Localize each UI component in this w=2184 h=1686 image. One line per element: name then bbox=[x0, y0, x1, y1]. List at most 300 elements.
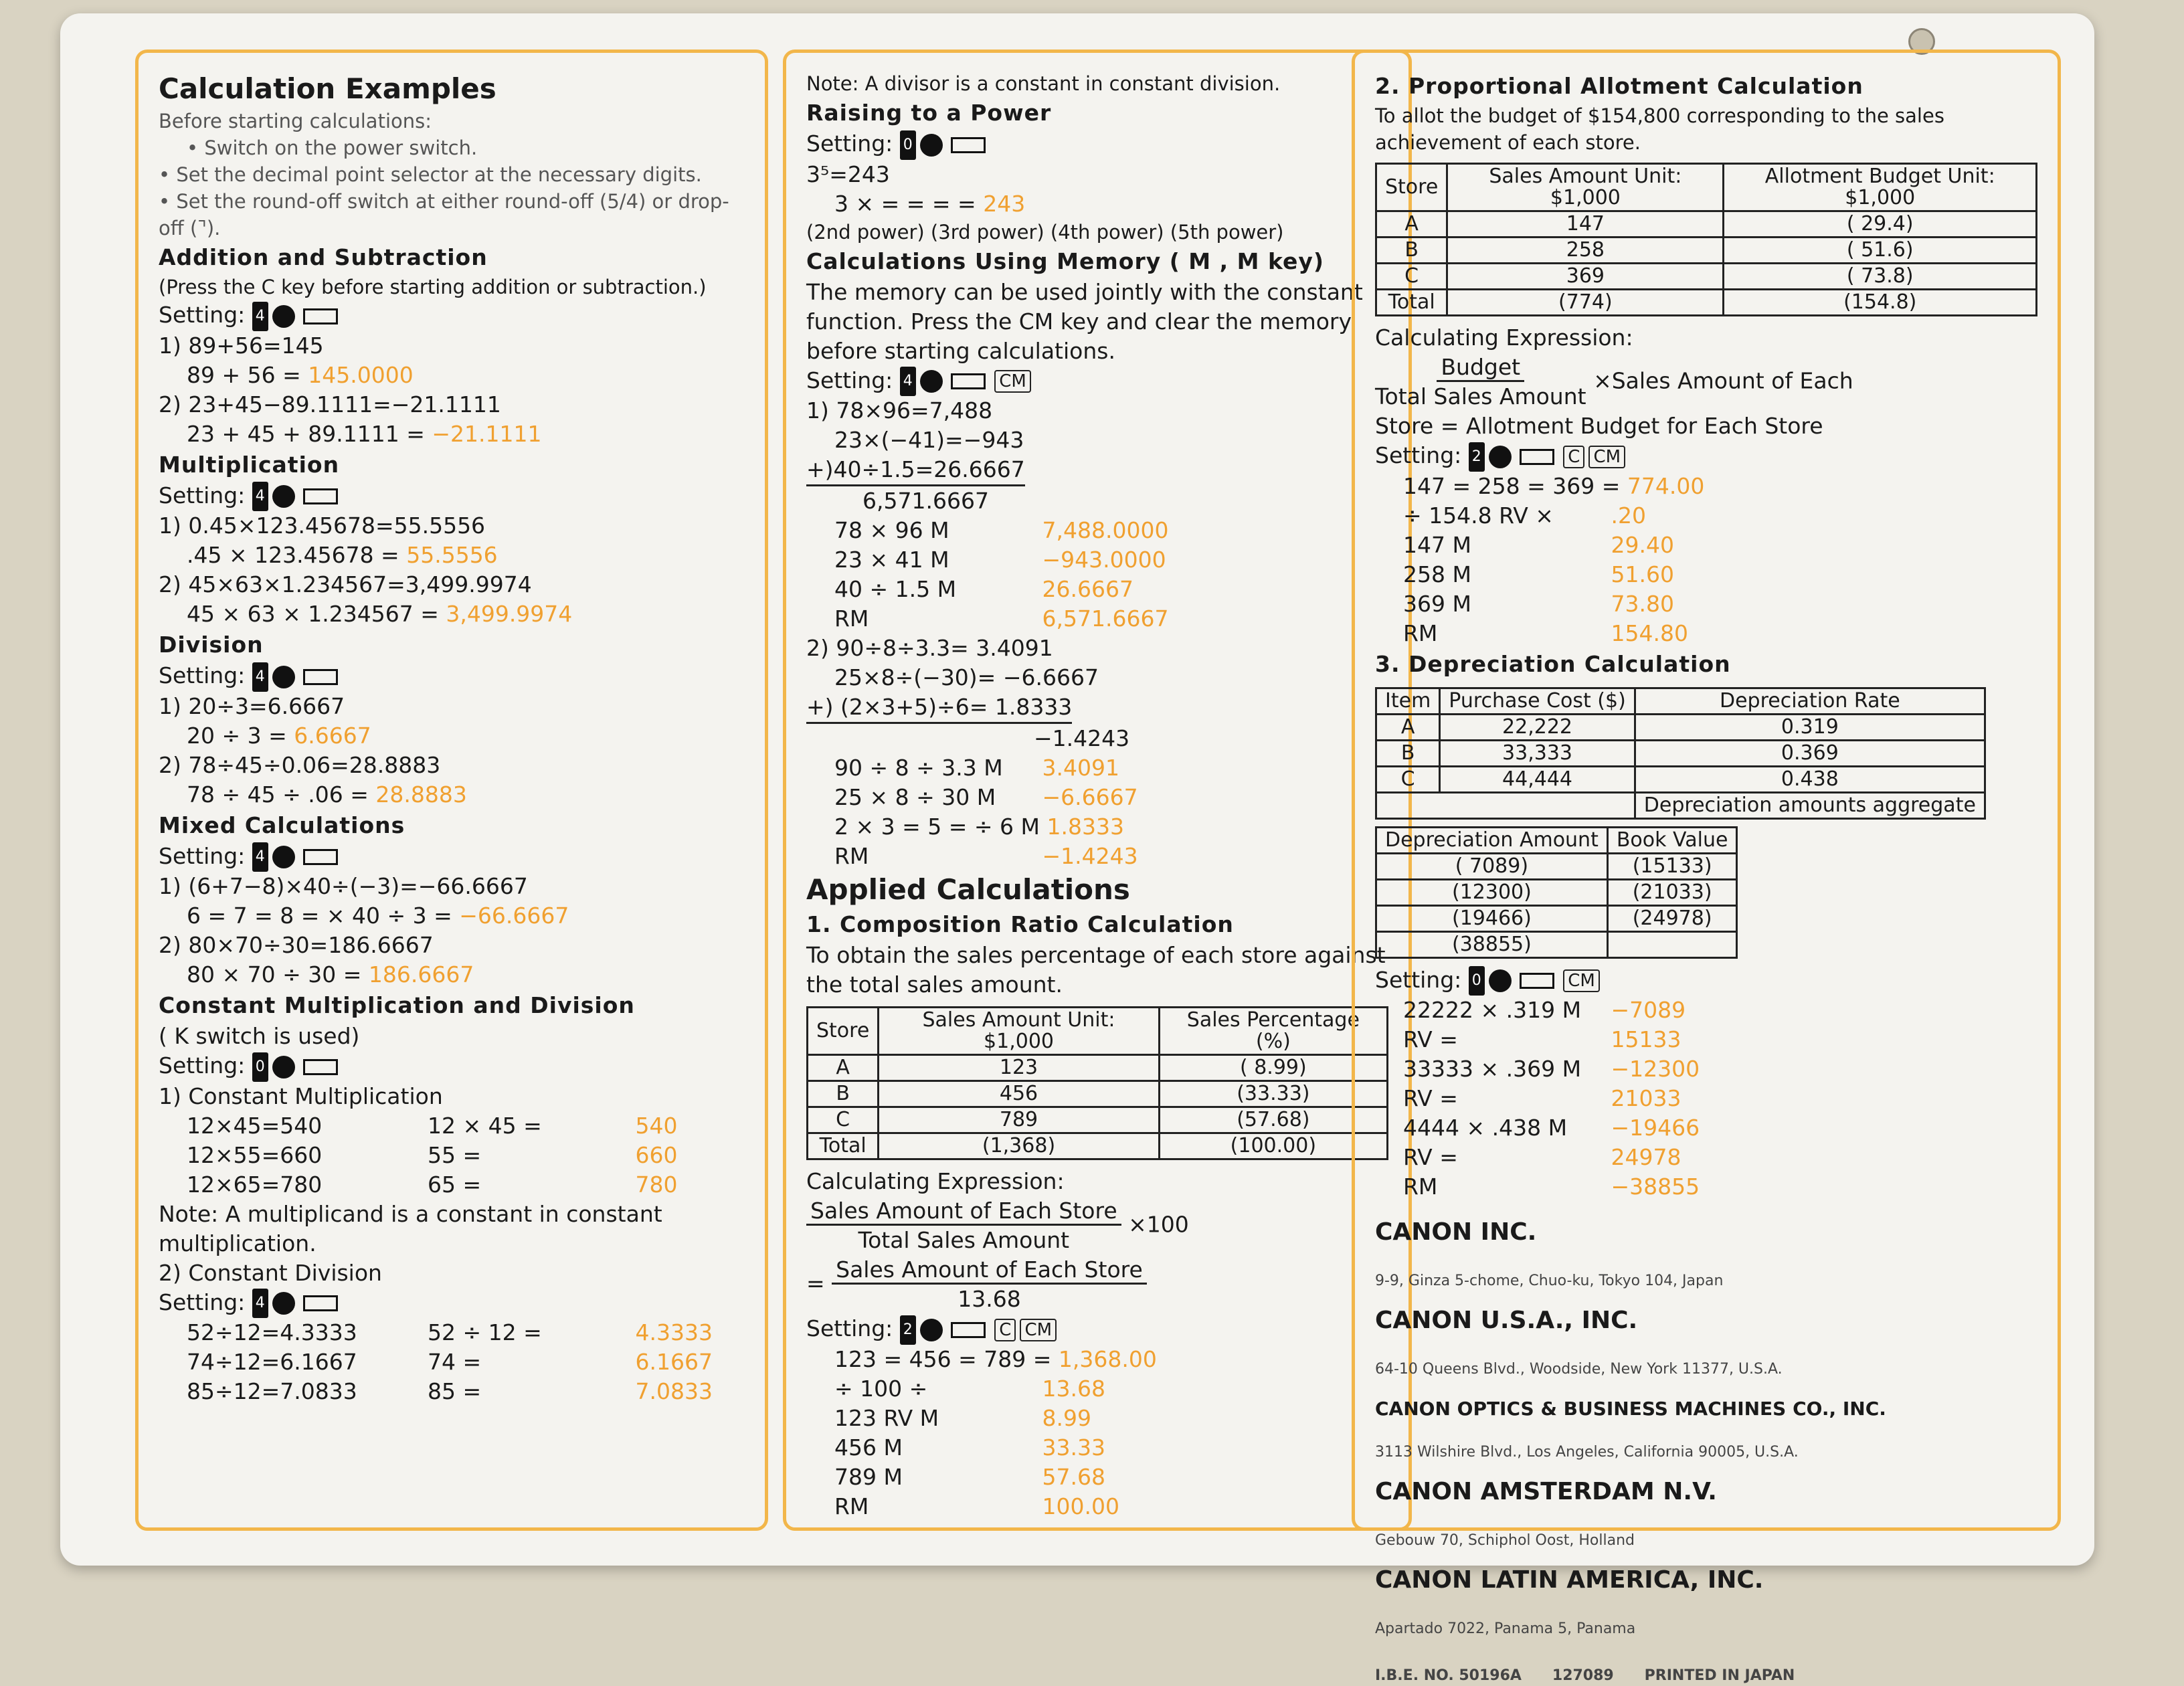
column-memory-applied bbox=[783, 50, 1412, 1531]
row-result: 73.80 bbox=[1611, 590, 1674, 617]
key-row bbox=[1375, 560, 2037, 589]
table-row bbox=[1376, 905, 1737, 931]
setting-row: Setting: 0 bbox=[159, 1051, 745, 1082]
row-keys: 2 × 3 = 5 = ÷ 6 M bbox=[834, 814, 1040, 840]
allotment-key-rows bbox=[1375, 472, 2037, 648]
decimal-selector-icon: 4 bbox=[252, 482, 268, 511]
table-cell: (100.00) bbox=[1159, 1133, 1387, 1159]
dial-icon bbox=[272, 485, 295, 508]
bullet: • Switch on the power switch. bbox=[187, 136, 478, 159]
row-result: −6.6667 bbox=[1042, 784, 1138, 810]
row-keys: 123 = 456 = 789 = bbox=[834, 1345, 1052, 1372]
key-row bbox=[806, 783, 1388, 812]
composition-key-rows bbox=[806, 1345, 1388, 1521]
key-sequence: 45 × 63 × 1.234567 = 3,499.9974 bbox=[187, 601, 573, 627]
company-address: 3113 Wilshire Blvd., Los Angeles, California 90005, U.S.A. bbox=[1375, 1444, 1799, 1461]
row-keys: 23 × 41 M bbox=[834, 547, 949, 573]
note: ( K switch is used) bbox=[159, 1023, 360, 1049]
key-row bbox=[1375, 589, 2037, 619]
company-address: Gebouw 70, Schiphol Oost, Holland bbox=[1375, 1532, 1635, 1549]
setting-label: Setting: bbox=[159, 302, 246, 328]
row-keys: 456 M bbox=[834, 1434, 903, 1461]
key-row bbox=[1375, 531, 2037, 560]
table-cell: Total bbox=[1376, 290, 1447, 316]
subheading: 2) Constant Division bbox=[159, 1259, 382, 1286]
company-name: CANON LATIN AMERICA, INC. bbox=[1375, 1566, 1764, 1594]
table-row bbox=[808, 1081, 1388, 1107]
row-keys: 25 × 8 ÷ 30 M bbox=[834, 784, 996, 810]
table-cell: (774) bbox=[1447, 290, 1724, 316]
cm-key-icon: CM bbox=[1563, 969, 1600, 992]
table-cell: C bbox=[1376, 766, 1440, 792]
key-row bbox=[806, 1433, 1388, 1463]
key-row bbox=[1375, 1143, 2037, 1172]
switch-icon bbox=[951, 373, 986, 389]
row-keys: 55 = bbox=[428, 1141, 482, 1168]
row-keys: ÷ 154.8 RV × bbox=[1403, 502, 1554, 529]
setting-row bbox=[159, 300, 745, 331]
row-equation: 74÷12=6.1667 bbox=[187, 1349, 357, 1375]
print-footer: I.B.E. NO. 50196A 127089 PRINTED IN JAPAN bbox=[1375, 1667, 1795, 1684]
setting-row: Setting: 0 bbox=[806, 129, 1388, 160]
dial-icon bbox=[272, 1292, 295, 1315]
example-equation: 1) 0.45×123.45678=55.5556 bbox=[159, 512, 486, 539]
table-cell: 0.369 bbox=[1635, 740, 1985, 766]
example-equation: +) (2×3+5)÷6= 1.8333 bbox=[806, 692, 1072, 724]
company-address: 64-10 Queens Blvd., Woodside, New York 11377, U.S.A. bbox=[1375, 1361, 1783, 1378]
row-keys: 40 ÷ 1.5 M bbox=[834, 576, 957, 602]
heading-addition: Addition and Subtraction bbox=[159, 244, 488, 270]
note: Note: A multiplicand is a constant in constant multiplication. bbox=[159, 1200, 662, 1256]
key-row bbox=[806, 1374, 1388, 1404]
key-row bbox=[806, 1404, 1388, 1433]
example-equation: 2) 80×70÷30=186.6667 bbox=[159, 932, 434, 958]
key-sequence: 23 + 45 + 89.1111 = −21.1111 bbox=[187, 420, 542, 447]
table-row bbox=[1376, 931, 1737, 957]
key-row bbox=[806, 575, 1388, 604]
dial-icon bbox=[272, 305, 295, 328]
table-cell: (24978) bbox=[1607, 905, 1737, 931]
table-header: Sales Amount Unit: $1,000 bbox=[879, 1008, 1159, 1055]
table-cell: (57.68) bbox=[1159, 1107, 1387, 1133]
allotment-table bbox=[1375, 163, 2037, 316]
setting-row: Setting: 2 C CM bbox=[806, 1314, 1388, 1345]
example-equation: 1) 89+56=145 bbox=[159, 332, 324, 359]
cm-key-icon: CM bbox=[994, 370, 1031, 393]
heading-power: Raising to a Power bbox=[806, 100, 1052, 126]
table-cell: ( 29.4) bbox=[1724, 211, 2037, 238]
calc-expression-label: Calculating Expression: bbox=[1375, 324, 1633, 351]
table-cell: (33.33) bbox=[1159, 1081, 1387, 1107]
row-result: 21033 bbox=[1611, 1085, 1681, 1111]
key-row bbox=[1375, 1054, 2037, 1084]
row-result: 4.3333 bbox=[635, 1319, 713, 1345]
table-row bbox=[1376, 853, 1737, 879]
example-equation: 2) 90÷8÷3.3= 3.4091 bbox=[806, 635, 1053, 661]
power-labels: (2nd power) (3rd power) (4th power) (5th power) bbox=[806, 220, 1284, 244]
table-header: Depreciation Amount bbox=[1376, 827, 1608, 853]
row-result: 774.00 bbox=[1627, 472, 1705, 499]
table-cell: 0.438 bbox=[1635, 766, 1985, 792]
setting-row: Setting: 2 C CM bbox=[1375, 441, 2037, 472]
row-result: 540 bbox=[635, 1112, 678, 1139]
key-sequence: 3 × = = = = 243 bbox=[834, 190, 1026, 217]
example-equation: 1) 78×96=7,488 bbox=[806, 397, 993, 424]
table-cell: A bbox=[808, 1055, 879, 1081]
key-row bbox=[1375, 1172, 2037, 1202]
key-sequence: 6 = 7 = 8 = × 40 ÷ 3 = −66.6667 bbox=[187, 903, 569, 929]
example-equation: +)40÷1.5=26.6667 bbox=[806, 455, 1025, 486]
table-row bbox=[1376, 879, 1737, 905]
heading-multiplication: Multiplication bbox=[159, 451, 340, 478]
table-cell: 44,444 bbox=[1440, 766, 1635, 792]
table-cell bbox=[1376, 792, 1635, 818]
table-row bbox=[808, 1107, 1388, 1133]
table-cell: B bbox=[1376, 740, 1440, 766]
table-cell: (21033) bbox=[1607, 879, 1737, 905]
table-row bbox=[1376, 766, 1985, 792]
proportional-text: To allot the budget of $154,800 corresponding to the sales achievement of each store. bbox=[1375, 104, 1944, 154]
note: Note: A divisor is a constant in constant division. bbox=[806, 72, 1281, 95]
switch-icon bbox=[1520, 449, 1554, 465]
row-result: −943.0000 bbox=[1042, 547, 1166, 573]
reference-card bbox=[60, 13, 2094, 1684]
column-calculation-examples bbox=[135, 50, 768, 1531]
depreciation-table bbox=[1375, 687, 1986, 820]
row-keys: 78 × 96 M bbox=[834, 517, 949, 543]
table-header: Item bbox=[1376, 688, 1440, 714]
key-row bbox=[1375, 996, 2037, 1025]
example-equation: 2) 23+45−89.1111=−21.1111 bbox=[159, 391, 501, 417]
table-header: Store bbox=[808, 1008, 879, 1055]
row-keys: 74 = bbox=[428, 1349, 482, 1375]
example-equation: 23×(−41)=−943 bbox=[834, 427, 1024, 453]
key-sequence: 80 × 70 ÷ 30 = 186.6667 bbox=[187, 961, 474, 988]
table-cell: ( 51.6) bbox=[1724, 238, 2037, 264]
key-row bbox=[806, 1492, 1388, 1521]
row-keys: RM bbox=[834, 605, 869, 632]
sales-table bbox=[806, 1006, 1388, 1160]
decimal-selector-icon: 2 bbox=[1469, 442, 1485, 472]
key-row bbox=[1375, 1025, 2037, 1054]
table-cell: B bbox=[1376, 238, 1447, 264]
book-value-table bbox=[1375, 826, 1738, 959]
table-row bbox=[1376, 264, 2037, 290]
table-header: Depreciation Rate bbox=[1635, 688, 1985, 714]
company-address: Apartado 7022, Panama 5, Panama bbox=[1375, 1620, 1636, 1637]
key-row bbox=[806, 753, 1388, 783]
table-cell: 258 bbox=[1447, 238, 1724, 264]
row-keys: RM bbox=[834, 1493, 869, 1519]
key-row bbox=[1375, 1113, 2037, 1143]
key-row bbox=[159, 1111, 745, 1141]
row-keys: 90 ÷ 8 ÷ 3.3 M bbox=[834, 755, 1003, 781]
row-keys: ÷ 100 ÷ bbox=[834, 1375, 928, 1402]
company-name: CANON AMSTERDAM N.V. bbox=[1375, 1478, 1717, 1505]
formula: $\frac{\text{Budget}}{\text{Total Sales Amount}}$ ×Sales Amount of Each bbox=[1375, 354, 1853, 409]
dial-icon bbox=[920, 1319, 943, 1341]
decimal-selector-icon: 4 bbox=[252, 842, 268, 872]
switch-icon bbox=[951, 1322, 986, 1338]
company-name: CANON INC. bbox=[1375, 1218, 1537, 1246]
key-row bbox=[806, 842, 1388, 871]
key-row bbox=[1375, 1084, 2037, 1113]
row-result: 154.80 bbox=[1611, 620, 1688, 646]
example-equation: 2) 45×63×1.234567=3,499.9974 bbox=[159, 571, 532, 597]
row-result: −1.4243 bbox=[1042, 843, 1138, 869]
dial-icon bbox=[1489, 446, 1512, 468]
row-keys: 4444 × .438 M bbox=[1403, 1115, 1568, 1141]
table-cell: C bbox=[1376, 264, 1447, 290]
table-cell: ( 7089) bbox=[1376, 853, 1608, 879]
decimal-selector-icon: 4 bbox=[252, 1289, 268, 1318]
dial-icon bbox=[272, 666, 295, 688]
row-keys: 12 × 45 = bbox=[428, 1112, 542, 1139]
constant-div-rows bbox=[159, 1318, 745, 1406]
switch-icon bbox=[303, 849, 338, 865]
row-result: 1.8333 bbox=[1046, 814, 1124, 840]
table-header: Allotment Budget Unit: $1,000 bbox=[1724, 164, 2037, 211]
switch-icon bbox=[303, 308, 338, 324]
table-header: Sales Percentage (%) bbox=[1159, 1008, 1387, 1055]
heading-constant: Constant Multiplication and Division bbox=[159, 992, 635, 1018]
row-equation: 12×65=780 bbox=[187, 1171, 323, 1198]
subheading: 1) Constant Multiplication bbox=[159, 1083, 443, 1109]
heading-composition: 1. Composition Ratio Calculation bbox=[806, 911, 1234, 937]
row-equation: 12×55=660 bbox=[187, 1141, 323, 1168]
row-keys: 85 = bbox=[428, 1378, 482, 1404]
row-result: 26.6667 bbox=[1042, 576, 1133, 602]
table-cell: (15133) bbox=[1607, 853, 1737, 879]
table-cell: B bbox=[808, 1081, 879, 1107]
depreciation-key-rows bbox=[1375, 996, 2037, 1202]
row-result: 100.00 bbox=[1042, 1493, 1119, 1519]
row-result: 13.68 bbox=[1042, 1375, 1105, 1402]
key-sequence: 20 ÷ 3 = 6.6667 bbox=[187, 722, 371, 749]
memory-text: The memory can be used jointly with the constant function. Press the CM key and clear the memory before starting calculations. bbox=[806, 278, 1363, 364]
heading-depreciation: 3. Depreciation Calculation bbox=[1375, 650, 1731, 677]
example-equation: 25×8÷(−30)= −6.6667 bbox=[834, 664, 1099, 690]
table-cell: (38855) bbox=[1376, 931, 1608, 957]
row-keys: RM bbox=[1403, 620, 1438, 646]
row-result: 780 bbox=[635, 1171, 678, 1198]
row-result: 51.60 bbox=[1611, 561, 1674, 587]
company-name: CANON OPTICS & BUSINESS MACHINES CO., INC. bbox=[1375, 1398, 1886, 1420]
row-result: 33.33 bbox=[1042, 1434, 1105, 1461]
row-keys: 369 M bbox=[1403, 590, 1471, 617]
table-cell: A bbox=[1376, 714, 1440, 740]
example-equation: 2) 78÷45÷0.06=28.8883 bbox=[159, 751, 441, 778]
row-result: −7089 bbox=[1611, 997, 1686, 1023]
cm-key-icon: CM bbox=[1588, 446, 1625, 468]
table-cell: ( 73.8) bbox=[1724, 264, 2037, 290]
composition-text: To obtain the sales percentage of each store against the total sales amount. bbox=[806, 942, 1386, 998]
dial-icon bbox=[272, 846, 295, 868]
table-cell: 456 bbox=[879, 1081, 1159, 1107]
dial-icon bbox=[920, 370, 943, 393]
decimal-selector-icon: 0 bbox=[252, 1052, 268, 1082]
table-cell: 33,333 bbox=[1440, 740, 1635, 766]
switch-icon bbox=[303, 1059, 338, 1075]
table-cell: 0.319 bbox=[1635, 714, 1985, 740]
row-result: 29.40 bbox=[1611, 531, 1674, 558]
table-row bbox=[1376, 211, 2037, 238]
bullet: • Set the round-off switch at either round-off (5/4) or drop-off (⌝). bbox=[159, 190, 729, 240]
table-cell: Depreciation amounts aggregate bbox=[1635, 792, 1985, 818]
row-result: .20 bbox=[1611, 502, 1646, 529]
memory-rows-1 bbox=[806, 516, 1388, 634]
c-key-icon: C bbox=[994, 1319, 1016, 1341]
heading-memory: Calculations Using Memory ( M , M key) bbox=[806, 248, 1325, 274]
table-header: Book Value bbox=[1607, 827, 1737, 853]
table-cell: 369 bbox=[1447, 264, 1724, 290]
key-row bbox=[159, 1347, 745, 1377]
row-result: 1,368.00 bbox=[1058, 1345, 1157, 1372]
table-cell: (12300) bbox=[1376, 879, 1608, 905]
table-cell: 22,222 bbox=[1440, 714, 1635, 740]
heading-proportional: 2. Proportional Allotment Calculation bbox=[1375, 73, 1863, 99]
row-result: 7,488.0000 bbox=[1042, 517, 1169, 543]
row-keys: 52 ÷ 12 = bbox=[428, 1319, 542, 1345]
table-cell: A bbox=[1376, 211, 1447, 238]
table-cell: Total bbox=[808, 1133, 879, 1159]
table-cell bbox=[1607, 931, 1737, 957]
example-equation: 1) (6+7−8)×40÷(−3)=−66.6667 bbox=[159, 873, 528, 899]
example-total: −1.4243 bbox=[1034, 725, 1130, 751]
key-row bbox=[806, 1463, 1388, 1492]
table-cell: (154.8) bbox=[1724, 290, 2037, 316]
table-header: Purchase Cost ($) bbox=[1440, 688, 1635, 714]
table-row bbox=[1376, 238, 2037, 264]
row-keys: 65 = bbox=[428, 1171, 482, 1198]
key-row bbox=[1375, 501, 2037, 531]
table-cell: 123 bbox=[879, 1055, 1159, 1081]
row-result: −12300 bbox=[1611, 1056, 1700, 1082]
company-name: CANON U.S.A., INC. bbox=[1375, 1307, 1638, 1334]
key-row bbox=[159, 1377, 745, 1406]
note: (Press the C key before starting addition or subtraction.) bbox=[159, 276, 707, 298]
table-row bbox=[808, 1133, 1388, 1159]
key-row bbox=[806, 604, 1388, 634]
table-row bbox=[808, 1055, 1388, 1081]
section-title: Calculation Examples bbox=[159, 72, 496, 105]
table-row bbox=[1376, 714, 1985, 740]
row-keys: 123 RV M bbox=[834, 1404, 939, 1431]
key-row bbox=[1375, 619, 2037, 648]
formula-2: = $\frac{\text{Sales Amount of Each Store}}{13.68}$ bbox=[806, 1255, 1388, 1314]
table-header: Store bbox=[1376, 164, 1447, 211]
setting-row: Setting: 4 bbox=[159, 1288, 745, 1319]
table-row bbox=[1376, 740, 1985, 766]
cm-key-icon: CM bbox=[1020, 1319, 1057, 1341]
row-result: 15133 bbox=[1611, 1026, 1681, 1052]
row-result: 7.0833 bbox=[635, 1378, 713, 1404]
heading-division: Division bbox=[159, 632, 264, 658]
column-allotment-depreciation bbox=[1352, 50, 2061, 1684]
table-cell: ( 8.99) bbox=[1159, 1055, 1387, 1081]
switch-icon bbox=[951, 137, 986, 153]
decimal-selector-icon: 4 bbox=[900, 367, 916, 396]
row-keys: 789 M bbox=[834, 1463, 903, 1490]
row-result: 3.4091 bbox=[1042, 755, 1119, 781]
row-keys: RM bbox=[834, 843, 869, 869]
row-keys: 22222 × .319 M bbox=[1403, 997, 1582, 1023]
row-equation: 52÷12=4.3333 bbox=[187, 1319, 357, 1345]
example-total: 6,571.6667 bbox=[862, 488, 989, 514]
example-equation: 1) 20÷3=6.6667 bbox=[159, 692, 345, 719]
row-keys: 147 M bbox=[1403, 531, 1471, 558]
dial-icon bbox=[1489, 969, 1512, 992]
row-result: 6.1667 bbox=[635, 1349, 713, 1375]
formula-1: $\frac{\text{Sales Amount of Each Store}}{\text{Total Sales Amount}} \times 100$ bbox=[806, 1196, 1388, 1255]
key-row bbox=[1375, 472, 2037, 501]
dial-icon bbox=[272, 1056, 295, 1079]
c-key-icon: C bbox=[1563, 446, 1584, 468]
row-equation: 85÷12=7.0833 bbox=[187, 1378, 357, 1404]
table-row bbox=[1376, 290, 2037, 316]
calc-expression-label: Calculating Expression: bbox=[806, 1168, 1065, 1194]
decimal-selector-icon: 0 bbox=[1469, 966, 1485, 996]
row-keys: RV = bbox=[1403, 1026, 1458, 1052]
heading-applied: Applied Calculations bbox=[806, 873, 1130, 906]
key-sequence: 78 ÷ 45 ÷ .06 = 28.8883 bbox=[187, 781, 467, 808]
memory-rows-2 bbox=[806, 753, 1388, 871]
switch-icon bbox=[1520, 973, 1554, 989]
key-row bbox=[806, 545, 1388, 575]
setting-row: Setting: 4 CM bbox=[806, 366, 1388, 397]
row-result: 24978 bbox=[1611, 1144, 1681, 1170]
row-keys: 258 M bbox=[1403, 561, 1471, 587]
bullet: • Set the decimal point selector at the necessary digits. bbox=[159, 163, 702, 186]
key-sequence: .45 × 123.45678 = 55.5556 bbox=[187, 542, 498, 568]
setting-row: Setting: 4 bbox=[159, 481, 745, 512]
table-cell: (19466) bbox=[1376, 905, 1608, 931]
row-result: 660 bbox=[635, 1141, 678, 1168]
table-header: Sales Amount Unit: $1,000 bbox=[1447, 164, 1724, 211]
table-cell: 789 bbox=[879, 1107, 1159, 1133]
row-result: 57.68 bbox=[1042, 1463, 1105, 1490]
setting-row: Setting: 4 bbox=[159, 842, 745, 872]
key-row bbox=[159, 1170, 745, 1200]
table-cell: 147 bbox=[1447, 211, 1724, 238]
row-keys: RV = bbox=[1403, 1085, 1458, 1111]
setting-row: Setting: 0 CM bbox=[1375, 965, 2037, 996]
company-address: 9-9, Ginza 5-chome, Chuo-ku, Tokyo 104, Japan bbox=[1375, 1273, 1724, 1289]
table-cell: (1,368) bbox=[879, 1133, 1159, 1159]
constant-mult-rows bbox=[159, 1111, 745, 1200]
switch-icon bbox=[303, 488, 338, 504]
table-cell: C bbox=[808, 1107, 879, 1133]
key-sequence: 89 + 56 = 145.0000 bbox=[187, 361, 414, 388]
decimal-selector-icon: 2 bbox=[900, 1315, 916, 1345]
intro-text: Before starting calculations: bbox=[159, 110, 432, 132]
switch-icon bbox=[303, 1295, 338, 1311]
decimal-selector-icon: 4 bbox=[252, 302, 268, 331]
formula-cont: Store = Allotment Budget for Each Store bbox=[1375, 413, 1823, 439]
row-result: 6,571.6667 bbox=[1042, 605, 1169, 632]
decimal-selector-icon: 4 bbox=[252, 662, 268, 692]
dial-icon bbox=[920, 134, 943, 157]
row-result: −19466 bbox=[1611, 1115, 1700, 1141]
row-equation: 12×45=540 bbox=[187, 1112, 323, 1139]
row-result: −38855 bbox=[1611, 1174, 1700, 1200]
decimal-selector-icon: 0 bbox=[900, 130, 916, 160]
setting-row: Setting: 4 bbox=[159, 661, 745, 692]
key-row bbox=[806, 812, 1388, 842]
key-row bbox=[159, 1141, 745, 1170]
row-keys: 147 = 258 = 369 = bbox=[1403, 472, 1621, 499]
key-row bbox=[159, 1318, 745, 1347]
